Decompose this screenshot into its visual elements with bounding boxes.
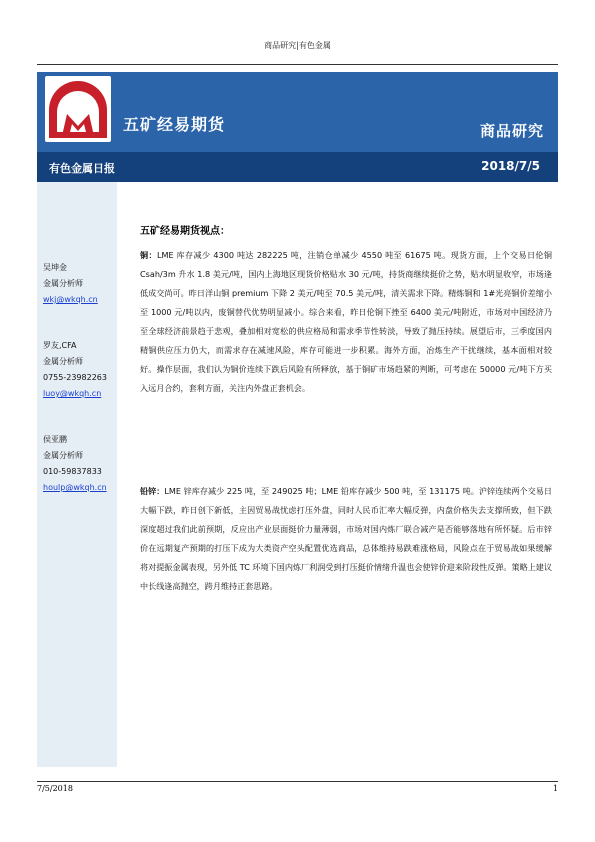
page-number: 1 (552, 784, 558, 793)
analyst-name: 吴坤金 (43, 263, 67, 272)
lead-zinc-text: LME 锌库存减少 225 吨，至 249025 吨；LME 铅库存减少 500 吨，至 131175 吨。沪锌连续两个交易日大幅下跌，昨日创下新低，主因贸易战忧虑打压外盘，同时人民币汇率大幅反弹，内盘价格失去支撑所致，但下跌深度超过我们此前预期，反应出产业层面挺价力量薄弱，市场对国内炼厂联合减产是否能够落地有所怀疑。后市锌价在远期复产预期的打压下成为大类资产空头配置优选商品，总体维持易跌难涨格局，风险点在于贸易战如果缓解将对提振金属表现，另外低 TC 环境下国内炼厂利润受到打压挺价情绪升温也会使锌价迎来阶段性反弹。策略上建议中长线逢高抛空，跨月维持正套思路。 (140, 486, 552, 591)
copper-paragraph (140, 246, 552, 398)
analyst-phone: 0755-23982263 (43, 373, 107, 382)
report-category: 商品研究 (479, 122, 544, 140)
minmetals-logo (45, 76, 111, 142)
analyst-phone: 010-59837833 (43, 467, 102, 476)
copper-text: LME 库存减少 4300 吨达 282225 吨，注销仓单减少 4550 吨至 61675 吨。现货方面，上个交易日伦铜 Csah/3m 升水 1.8 美元/吨，国内上海地区现货价格贴水 30 元/吨，持货商继续挺价之势，贴水明显收窄，市场逢低成交尚可。昨日洋山铜 premium 下降 2 美元/吨至 70.5 美元/吨，清关需求下降。精炼铜和 1#光亮铜价差缩小至 1000 元/吨以内，废铜替代优势明显减小。综合来看，昨日伦铜下挫至 6400 美元/吨附近，市场对中国经济乃至全球经济前景趋于悲观，叠加相对宽松的供应格局和需求季节性转淡，导致了抛压持续。展望后市，三季度国内精铜供应压力仍大，而需求存在减速风险，库存可能进一步积累。海外方面，冶炼生产干扰继续，基本面相对较好。操作层面，我们认为铜价连续下跌后风险有所释放，基于铜矿市场趋紧的判断，可考虑在 50000 元/吨下方买入远月合约，套利方面，关注内外盘正套机会。 (140, 250, 552, 393)
analyst-email-link[interactable]: houlp@wkqh.cn (43, 483, 107, 492)
minmetals-logo-icon (45, 76, 111, 142)
lead-zinc-paragraph (140, 482, 552, 596)
analyst-email-link[interactable]: wkj@wkqh.cn (43, 295, 98, 304)
analyst-name: 罗友,CFA (43, 341, 77, 350)
viewpoint-heading: 五矿经易期货视点： (140, 226, 230, 237)
copper-label: 铜： (140, 250, 157, 260)
report-type: 有色金属日报 (49, 162, 115, 175)
report-date: 2018/7/5 (481, 159, 540, 173)
report-subbar (37, 152, 558, 182)
analyst-title: 金属分析师 (43, 357, 83, 366)
analyst-title: 金属分析师 (43, 451, 83, 460)
analyst-title: 金属分析师 (43, 279, 83, 288)
analyst-card (43, 260, 98, 308)
analyst-card (43, 432, 107, 496)
header-rule (37, 64, 558, 65)
running-header: 商品研究|有色金属 (264, 41, 331, 50)
company-name: 五矿经易期货 (123, 115, 226, 134)
analyst-name: 侯亚鹏 (43, 435, 67, 444)
banner (37, 72, 558, 152)
footer-date: 7/5/2018 (37, 784, 73, 793)
analyst-card (43, 338, 107, 402)
analyst-email-link[interactable]: luoy@wkqh.cn (43, 389, 102, 398)
lead-zinc-label: 铅锌： (140, 486, 165, 496)
footer-rule (37, 781, 558, 782)
analyst-sidebar (37, 182, 117, 767)
